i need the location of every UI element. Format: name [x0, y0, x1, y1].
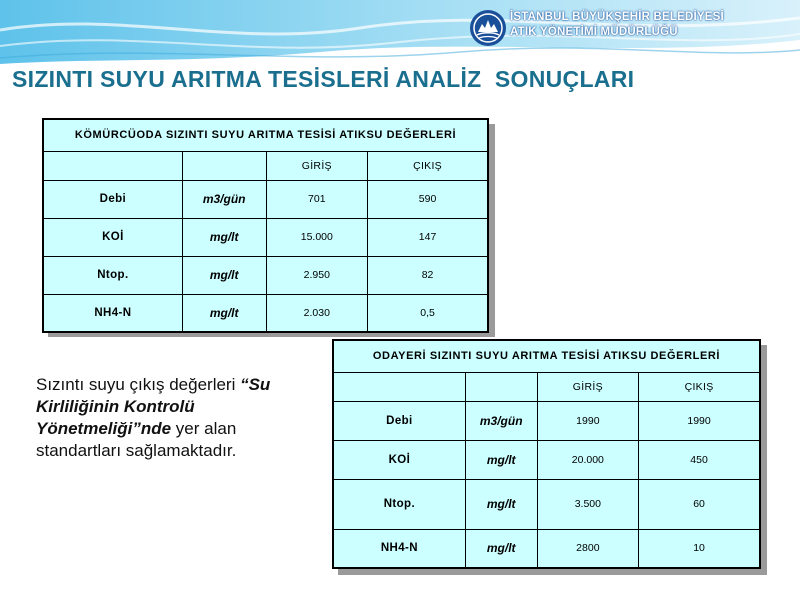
unit-cell: mg/lt: [182, 218, 266, 256]
cikis-value: 0,5: [368, 294, 488, 332]
table-row: [43, 256, 488, 294]
header-cell: [43, 151, 182, 180]
odayeri-results-table: [332, 339, 761, 569]
giris-value: 2.950: [266, 256, 368, 294]
cikis-value: 82: [368, 256, 488, 294]
header-cell: [333, 372, 465, 401]
header-cell: [182, 151, 266, 180]
header-cikis: ÇIKIŞ: [639, 372, 760, 401]
unit-cell: mg/lt: [465, 529, 537, 568]
table-row: [333, 479, 760, 529]
giris-value: 701: [266, 180, 368, 218]
unit-cell: mg/lt: [182, 294, 266, 332]
cikis-value: 590: [368, 180, 488, 218]
cikis-value: 147: [368, 218, 488, 256]
table-row: [333, 529, 760, 568]
header-giris: GİRİŞ: [266, 151, 368, 180]
organization-brand: [468, 8, 724, 48]
page-title: SIZINTI SUYU ARITMA TESİSLERİ ANALİZ SONUÇLARI: [12, 66, 635, 92]
giris-value: 20.000: [537, 440, 639, 479]
cikis-value: 10: [639, 529, 760, 568]
unit-cell: m3/gün: [465, 401, 537, 440]
param-cell: Ntop.: [43, 256, 182, 294]
table-row: [333, 401, 760, 440]
param-cell: KOİ: [333, 440, 465, 479]
param-cell: NH4-N: [333, 529, 465, 568]
komurcuoda-results-table: [42, 118, 489, 333]
org-name-line1: İSTANBUL BÜYÜKŞEHİR BELEDİYESİ: [510, 11, 724, 23]
note-text-2: yer alan standartları sağlamaktadır.: [36, 419, 237, 460]
param-cell: Debi: [333, 401, 465, 440]
table-title: KÖMÜRCÜODA SIZINTI SUYU ARITMA TESİSİ ATIKSU DEĞERLERİ: [43, 119, 488, 151]
table-row: [43, 180, 488, 218]
unit-cell: mg/lt: [182, 256, 266, 294]
header-cell: [465, 372, 537, 401]
giris-value: 1990: [537, 401, 639, 440]
cikis-value: 450: [639, 440, 760, 479]
table-title: ODAYERİ SIZINTI SUYU ARITMA TESİSİ ATIKSU DEĞERLERİ: [333, 340, 760, 372]
cikis-value: 60: [639, 479, 760, 529]
param-cell: NH4-N: [43, 294, 182, 332]
unit-cell: mg/lt: [465, 479, 537, 529]
unit-cell: mg/lt: [465, 440, 537, 479]
giris-value: 15.000: [266, 218, 368, 256]
param-cell: Ntop.: [333, 479, 465, 529]
cikis-value: 1990: [639, 401, 760, 440]
table-row: [43, 294, 488, 332]
unit-cell: m3/gün: [182, 180, 266, 218]
note-text-1: Sızıntı suyu çıkış değerleri: [36, 375, 241, 394]
org-name-line2: ATIK YÖNETİMİ MÜDÜRLÜĞÜ: [510, 26, 678, 38]
giris-value: 2800: [537, 529, 639, 568]
table-row: [43, 218, 488, 256]
ibb-logo-icon: [468, 8, 508, 48]
giris-value: 3.500: [537, 479, 639, 529]
header-giris: GİRİŞ: [537, 372, 639, 401]
table-row: [333, 440, 760, 479]
regulation-name: “Su Kirliliğinin Kontrolü Yönetmeliği”nde: [36, 375, 271, 438]
compliance-note: [36, 374, 286, 462]
param-cell: Debi: [43, 180, 182, 218]
param-cell: KOİ: [43, 218, 182, 256]
giris-value: 2.030: [266, 294, 368, 332]
header-cikis: ÇIKIŞ: [368, 151, 488, 180]
